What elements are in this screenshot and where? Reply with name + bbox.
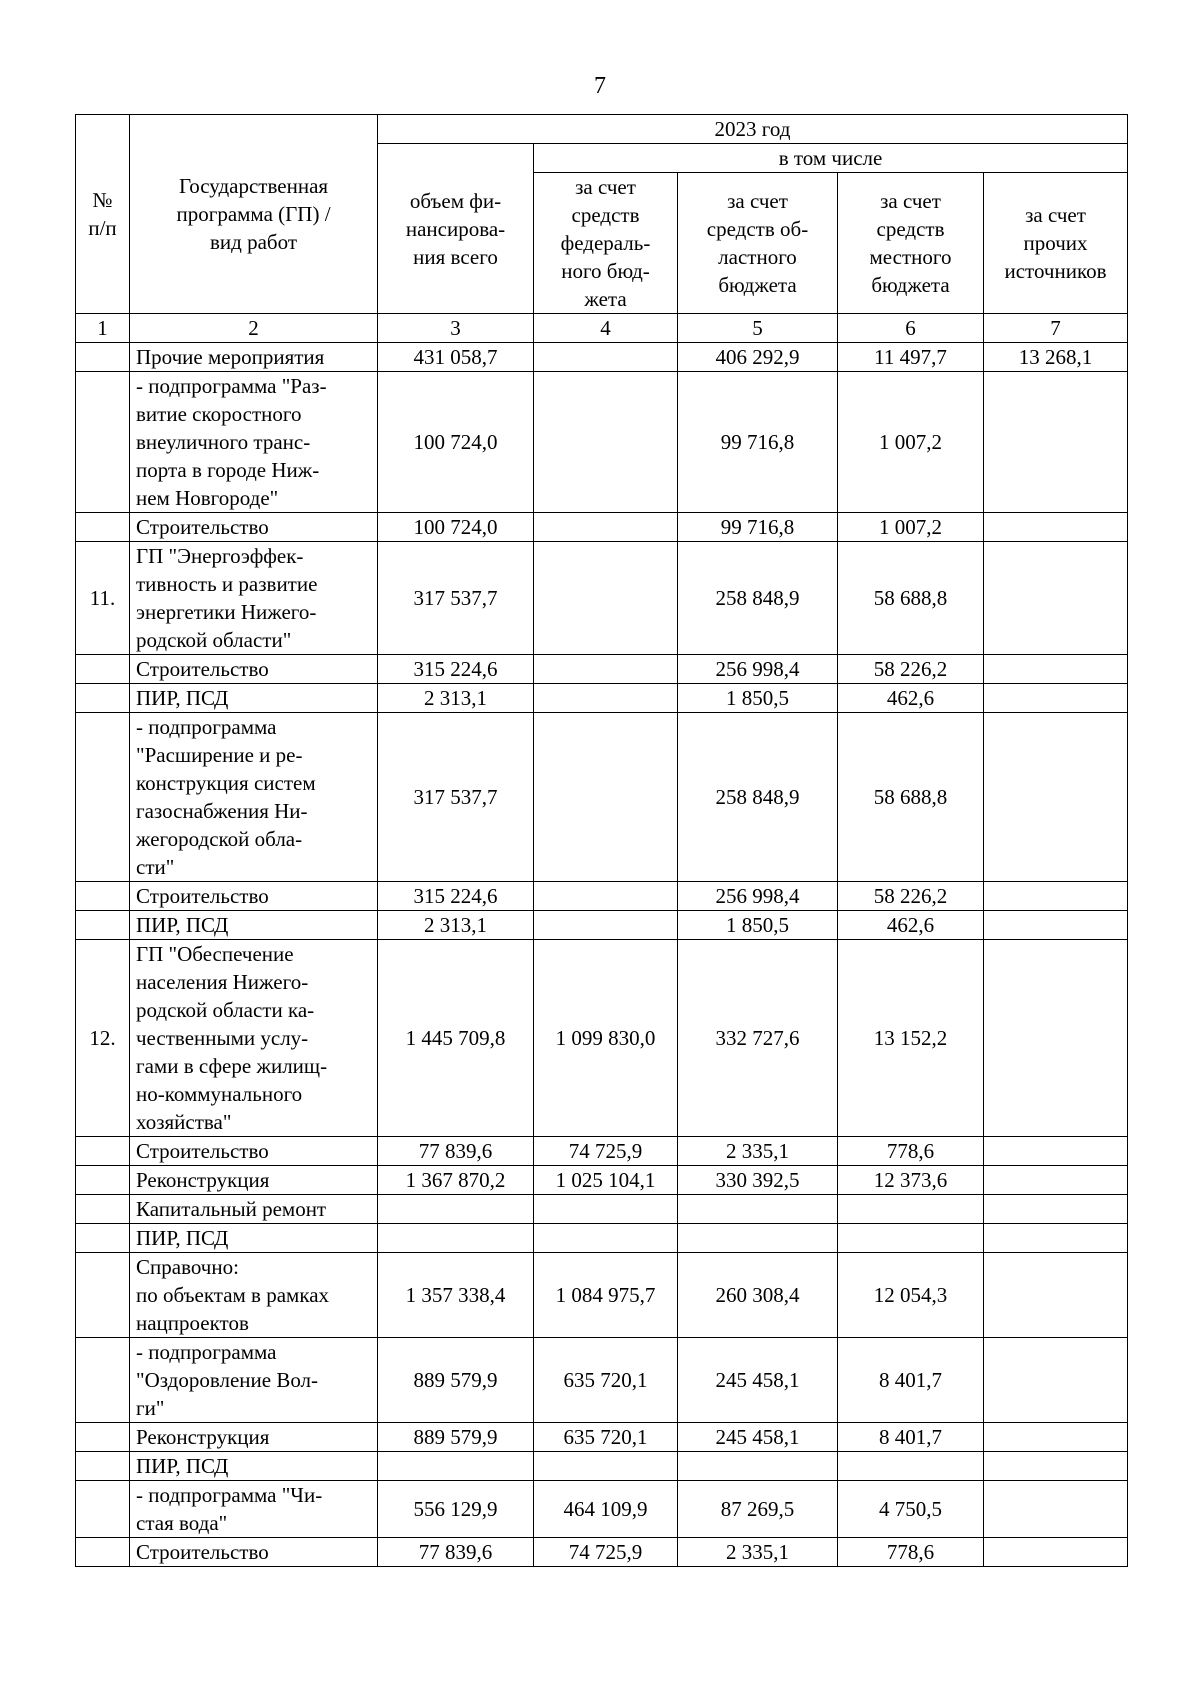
cell-local: 12 373,6 (838, 1166, 984, 1195)
cell-local: 778,6 (838, 1538, 984, 1567)
header-col-total-label: объем фи- нансирова- ния всего (405, 188, 506, 269)
cell-federal (534, 372, 678, 513)
table-header (76, 115, 1128, 343)
cell-name: Строительство (130, 882, 378, 911)
cell-local: 13 152,2 (838, 940, 984, 1137)
cell-federal: 1 099 830,0 (534, 940, 678, 1137)
cell-local: 58 688,8 (838, 713, 984, 882)
cell-federal: 635 720,1 (534, 1338, 678, 1423)
cell-total: 77 839,6 (378, 1137, 534, 1166)
header-col-local (838, 173, 984, 314)
table-row (76, 1423, 1128, 1452)
cell-no (76, 655, 130, 684)
cell-no (76, 911, 130, 940)
cell-total (378, 1224, 534, 1253)
cell-other (984, 1338, 1128, 1423)
cell-name: Строительство (130, 513, 378, 542)
cell-total: 317 537,7 (378, 542, 534, 655)
cell-name: - подпрограмма "Раз- витие скоростного внеуличного транс- порта в городе Ниж- нем Новгороде" (130, 372, 378, 513)
cell-total: 77 839,6 (378, 1538, 534, 1567)
table-row (76, 513, 1128, 542)
cell-federal: 74 725,9 (534, 1137, 678, 1166)
cell-total: 1 357 338,4 (378, 1253, 534, 1338)
header-including: в том числе (534, 144, 1128, 173)
cell-regional: 2 335,1 (678, 1538, 838, 1567)
cell-federal (534, 1452, 678, 1481)
cell-name: - подпрограмма "Оздоровление Вол- ги" (130, 1338, 378, 1423)
cell-regional: 245 458,1 (678, 1338, 838, 1423)
column-number: 4 (534, 314, 678, 343)
cell-local: 4 750,5 (838, 1481, 984, 1538)
table-row (76, 1452, 1128, 1481)
cell-federal (534, 655, 678, 684)
cell-no (76, 343, 130, 372)
column-number: 5 (678, 314, 838, 343)
cell-local: 1 007,2 (838, 372, 984, 513)
cell-total: 1 367 870,2 (378, 1166, 534, 1195)
cell-no (76, 1224, 130, 1253)
cell-regional: 256 998,4 (678, 655, 838, 684)
cell-name: Строительство (130, 1137, 378, 1166)
cell-other (984, 1137, 1128, 1166)
header-col-other (984, 173, 1128, 314)
cell-federal: 74 725,9 (534, 1538, 678, 1567)
cell-name: ПИР, ПСД (130, 684, 378, 713)
cell-no (76, 882, 130, 911)
cell-local (838, 1452, 984, 1481)
table-row (76, 542, 1128, 655)
cell-other (984, 882, 1128, 911)
column-number: 6 (838, 314, 984, 343)
cell-regional: 2 335,1 (678, 1137, 838, 1166)
cell-federal (534, 882, 678, 911)
cell-federal (534, 713, 678, 882)
cell-regional (678, 1195, 838, 1224)
table-row (76, 1224, 1128, 1253)
cell-other (984, 1195, 1128, 1224)
cell-no (76, 1195, 130, 1224)
cell-no (76, 1423, 130, 1452)
table-row (76, 1538, 1128, 1567)
cell-regional: 260 308,4 (678, 1253, 838, 1338)
cell-name: - подпрограмма "Чи- стая вода" (130, 1481, 378, 1538)
column-number: 7 (984, 314, 1128, 343)
cell-federal: 1 025 104,1 (534, 1166, 678, 1195)
cell-no (76, 1338, 130, 1423)
cell-name: ГП "Энергоэффек- тивность и развитие энергетики Нижего- родской области" (130, 542, 378, 655)
cell-total: 100 724,0 (378, 513, 534, 542)
cell-name: ГП "Обеспечение населения Нижего- родской области ка- чественными услу- гами в сфере жилищ- но-коммунального хозяйства" (130, 940, 378, 1137)
cell-total: 2 313,1 (378, 911, 534, 940)
cell-regional: 258 848,9 (678, 542, 838, 655)
column-number: 3 (378, 314, 534, 343)
cell-local: 58 688,8 (838, 542, 984, 655)
column-numbers-row (76, 314, 1128, 343)
cell-local: 8 401,7 (838, 1338, 984, 1423)
cell-no (76, 1481, 130, 1538)
cell-name: Реконструкция (130, 1166, 378, 1195)
cell-federal (534, 684, 678, 713)
cell-no (76, 372, 130, 513)
cell-other (984, 372, 1128, 513)
table-body (76, 343, 1128, 1567)
cell-no (76, 1137, 130, 1166)
cell-other (984, 1224, 1128, 1253)
header-col-program-label: Государственная программа (ГП) / вид работ (176, 174, 331, 254)
header-col-program (130, 115, 378, 314)
cell-name: Справочно: по объектам в рамках нацпроектов (130, 1253, 378, 1338)
cell-total: 100 724,0 (378, 372, 534, 513)
cell-name: Строительство (130, 655, 378, 684)
cell-local: 8 401,7 (838, 1423, 984, 1452)
cell-no (76, 513, 130, 542)
header-col-regional (678, 173, 838, 314)
cell-total: 431 058,7 (378, 343, 534, 372)
cell-federal (534, 911, 678, 940)
cell-no (76, 713, 130, 882)
header-col-other-label: за счет прочих источников (1004, 203, 1107, 283)
page-number: 7 (594, 73, 606, 99)
cell-name: ПИР, ПСД (130, 1452, 378, 1481)
cell-name: ПИР, ПСД (130, 1224, 378, 1253)
cell-federal (534, 343, 678, 372)
cell-total: 315 224,6 (378, 655, 534, 684)
cell-regional: 406 292,9 (678, 343, 838, 372)
cell-total: 317 537,7 (378, 713, 534, 882)
cell-federal (534, 542, 678, 655)
cell-regional: 245 458,1 (678, 1423, 838, 1452)
cell-local: 58 226,2 (838, 655, 984, 684)
cell-local: 462,6 (838, 684, 984, 713)
cell-name: - подпрограмма "Расширение и ре- конструкция систем газоснабжения Ни- жегородской обла- сти" (130, 713, 378, 882)
cell-regional (678, 1452, 838, 1481)
cell-local (838, 1195, 984, 1224)
cell-local: 11 497,7 (838, 343, 984, 372)
cell-other (984, 542, 1128, 655)
table-row (76, 343, 1128, 372)
cell-total: 556 129,9 (378, 1481, 534, 1538)
cell-other (984, 684, 1128, 713)
cell-no (76, 1452, 130, 1481)
table-row (76, 655, 1128, 684)
cell-local: 1 007,2 (838, 513, 984, 542)
cell-other (984, 655, 1128, 684)
cell-other (984, 713, 1128, 882)
cell-other (984, 911, 1128, 940)
header-col-local-label: за счет средств местного бюджета (869, 189, 952, 297)
cell-total: 889 579,9 (378, 1423, 534, 1452)
cell-federal (534, 1224, 678, 1253)
table-row (76, 882, 1128, 911)
header-col-no (76, 115, 130, 314)
cell-total (378, 1195, 534, 1224)
cell-regional: 258 848,9 (678, 713, 838, 882)
header-col-no-label: № п/п (88, 188, 117, 240)
cell-other (984, 1452, 1128, 1481)
cell-regional: 256 998,4 (678, 882, 838, 911)
cell-federal (534, 513, 678, 542)
cell-total: 1 445 709,8 (378, 940, 534, 1137)
cell-other (984, 1253, 1128, 1338)
header-col-regional-label: за счет средств об- ластного бюджета (706, 189, 809, 297)
table-row (76, 940, 1128, 1137)
column-number: 2 (130, 314, 378, 343)
cell-no: 11. (76, 542, 130, 655)
cell-local: 12 054,3 (838, 1253, 984, 1338)
cell-other (984, 513, 1128, 542)
table-row (76, 1195, 1128, 1224)
column-number: 1 (76, 314, 130, 343)
table-row (76, 911, 1128, 940)
cell-total: 2 313,1 (378, 684, 534, 713)
cell-total (378, 1452, 534, 1481)
cell-federal: 464 109,9 (534, 1481, 678, 1538)
table-row (76, 713, 1128, 882)
cell-no: 12. (76, 940, 130, 1137)
cell-regional: 1 850,5 (678, 684, 838, 713)
cell-other (984, 1538, 1128, 1567)
table-row (76, 372, 1128, 513)
cell-local: 462,6 (838, 911, 984, 940)
header-year: 2023 год (378, 115, 1128, 144)
cell-total: 889 579,9 (378, 1338, 534, 1423)
cell-name: ПИР, ПСД (130, 911, 378, 940)
cell-federal (534, 1195, 678, 1224)
cell-no (76, 684, 130, 713)
cell-other (984, 1481, 1128, 1538)
cell-local: 778,6 (838, 1137, 984, 1166)
cell-regional: 1 850,5 (678, 911, 838, 940)
table-row (76, 1166, 1128, 1195)
cell-regional: 87 269,5 (678, 1481, 838, 1538)
cell-local: 58 226,2 (838, 882, 984, 911)
cell-local (838, 1224, 984, 1253)
cell-other: 13 268,1 (984, 343, 1128, 372)
header-col-federal (534, 173, 678, 314)
table-row (76, 1253, 1128, 1338)
table-row (76, 1338, 1128, 1423)
cell-regional: 99 716,8 (678, 372, 838, 513)
table-row (76, 1481, 1128, 1538)
table-row (76, 1137, 1128, 1166)
cell-regional: 99 716,8 (678, 513, 838, 542)
cell-name: Капитальный ремонт (130, 1195, 378, 1224)
header-col-total (378, 144, 534, 314)
cell-federal: 635 720,1 (534, 1423, 678, 1452)
cell-name: Строительство (130, 1538, 378, 1567)
cell-name: Реконструкция (130, 1423, 378, 1452)
budget-table (75, 114, 1128, 1567)
cell-other (984, 940, 1128, 1137)
cell-regional: 330 392,5 (678, 1166, 838, 1195)
cell-regional (678, 1224, 838, 1253)
cell-total: 315 224,6 (378, 882, 534, 911)
cell-no (76, 1538, 130, 1567)
header-col-federal-label: за счет средств федераль- ного бюд- жета (560, 175, 651, 311)
cell-no (76, 1166, 130, 1195)
cell-regional: 332 727,6 (678, 940, 838, 1137)
cell-other (984, 1423, 1128, 1452)
table-row (76, 684, 1128, 713)
cell-other (984, 1166, 1128, 1195)
cell-no (76, 1253, 130, 1338)
cell-name: Прочие мероприятия (130, 343, 378, 372)
cell-federal: 1 084 975,7 (534, 1253, 678, 1338)
